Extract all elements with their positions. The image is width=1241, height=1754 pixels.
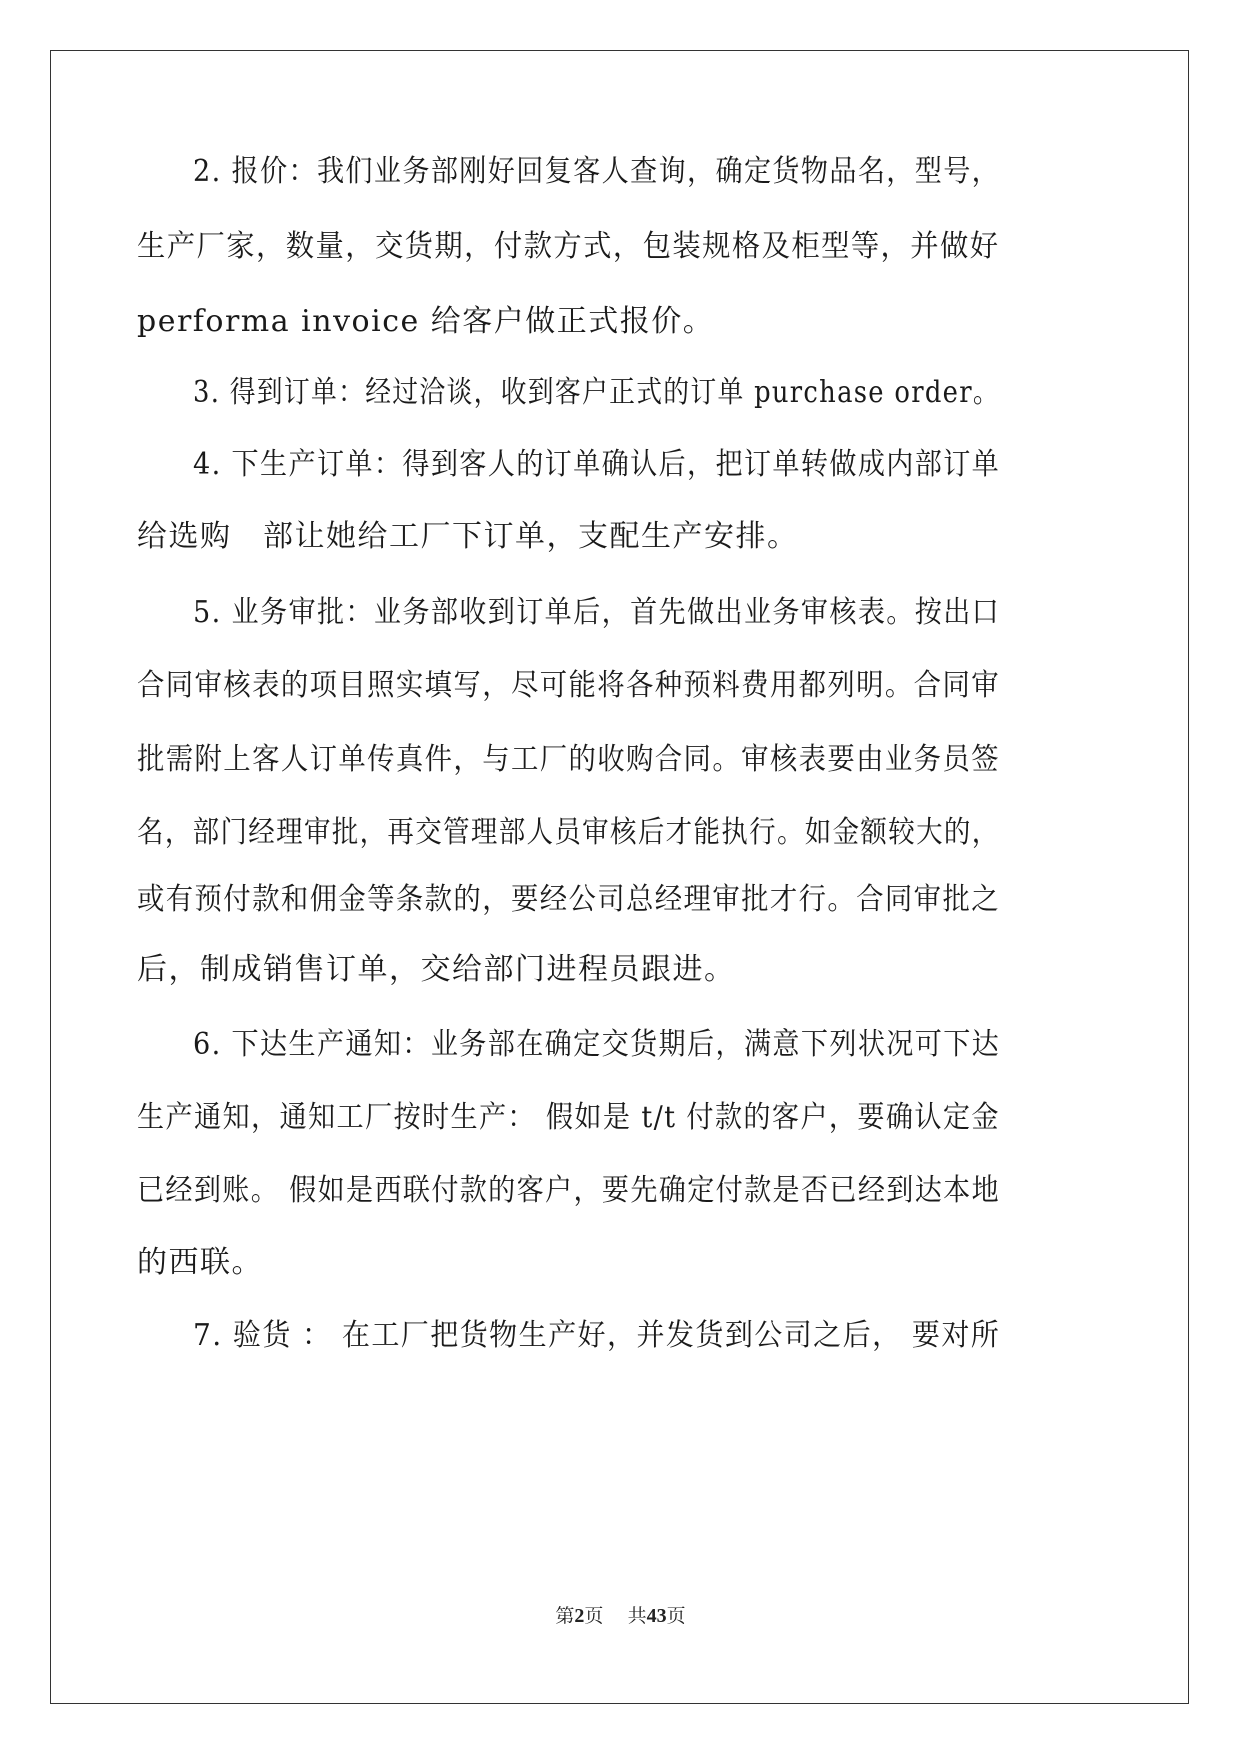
page-footer: [0, 1601, 1241, 1628]
paragraph-line: 4. 下生产订单：得到客人的订单确认后，把订单转做成内部订单: [193, 447, 1001, 482]
paragraph-line: 或有预付款和佣金等条款的，要经公司总经理审批才行。合同审批之: [137, 882, 1000, 917]
paragraph-line: 生产厂家，数量，交货期，付款方式，包装规格及柜型等，并做好: [137, 229, 1000, 264]
paragraph-line: 2. 报价：我们业务部刚好回复客人查询，确定货物品名，型号，: [193, 154, 1001, 189]
total-suffix: 页: [666, 1605, 686, 1627]
page-border: [50, 50, 1189, 1704]
paragraph-line: 给选购 部让她给工厂下订单，支配生产安排。: [137, 519, 799, 554]
paragraph-line: 名，部门经理审批，再交管理部人员审核后才能执行。如金额较大的，: [137, 815, 1000, 850]
paragraph-line: 的西联。: [137, 1245, 263, 1280]
page-number: 2: [574, 1605, 585, 1627]
page-suffix: 页: [584, 1605, 604, 1627]
paragraph-line: 3. 得到订单：经过洽谈，收到客户正式的订单 purchase order。: [193, 375, 1000, 410]
paragraph-line: 合同审核表的项目照实填写，尽可能将各种预料费用都列明。合同审: [137, 668, 1000, 703]
paragraph-line: 7. 验货 ： 在工厂把货物生产好，并发货到公司之后， 要对所: [193, 1318, 1001, 1353]
paragraph-line: 后，制成销售订单，交给部门进程员跟进。: [137, 952, 736, 987]
paragraph-line: 批需附上客人订单传真件，与工厂的收购合同。审核表要由业务员签: [137, 742, 1000, 777]
total-prefix: 共: [627, 1605, 647, 1627]
paragraph-line: 已经到账。 假如是西联付款的客户，要先确定付款是否已经到达本地: [137, 1173, 1001, 1208]
total-pages: 43: [646, 1605, 667, 1627]
paragraph-line: 5. 业务审批：业务部收到订单后，首先做出业务审核表。按出口: [193, 595, 1001, 630]
page-prefix: 第: [555, 1605, 575, 1627]
paragraph-line: 生产通知，通知工厂按时生产： 假如是 t/t 付款的客户，要确认定金: [137, 1100, 1000, 1135]
paragraph-line: performa invoice 给客户做正式报价。: [137, 304, 715, 339]
paragraph-line: 6. 下达生产通知：业务部在确定交货期后，满意下列状况可下达: [193, 1027, 1001, 1062]
